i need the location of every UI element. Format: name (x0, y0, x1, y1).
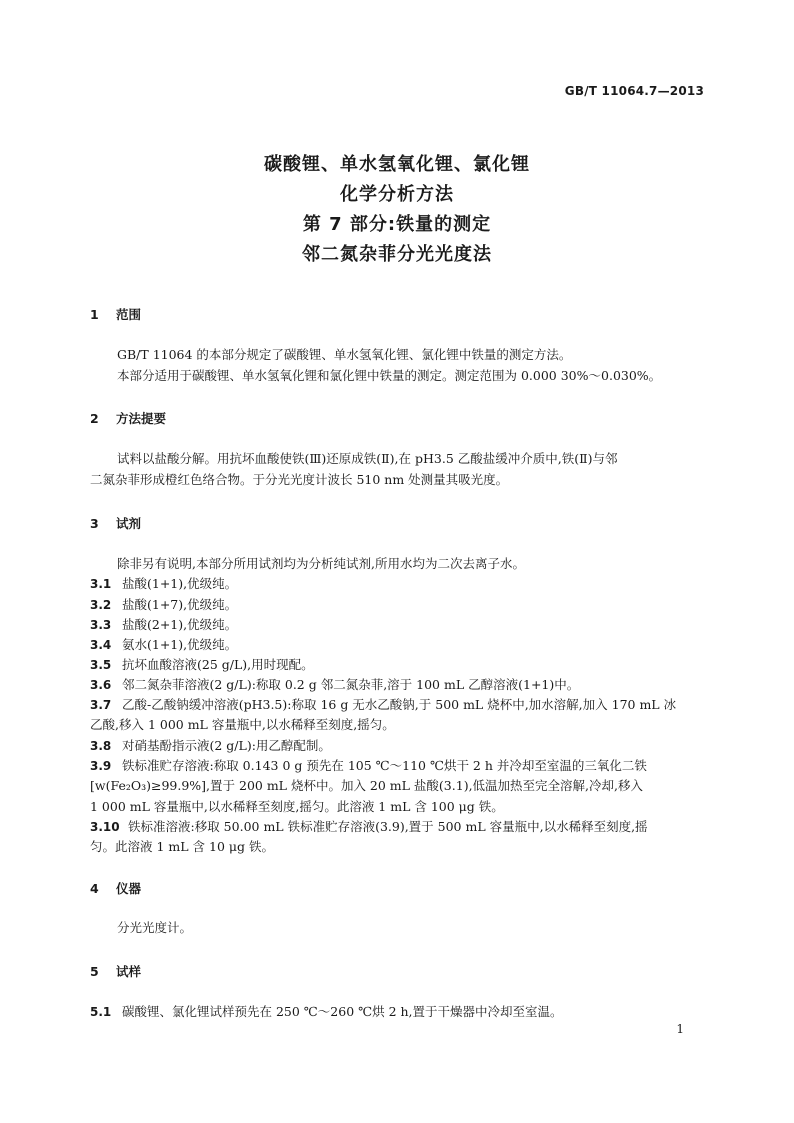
title-line-3: 第 7 部分:铁量的测定 (302, 214, 492, 235)
title-line-1: 碳酸锂、单水氢氧化锂、氯化锂 (264, 154, 530, 175)
section-number: 5 (90, 964, 99, 979)
list-item (90, 695, 676, 713)
item-number: 3.4 (90, 638, 112, 652)
item-text: 盐酸(1+1),优级纯。 (122, 576, 238, 591)
list-item (90, 756, 647, 774)
item-number: 3.7 (90, 698, 112, 712)
item-number: 3.1 (90, 577, 112, 591)
section-1-paragraph-2: 本部分适用于碳酸锂、单水氢氧化锂和氯化锂中铁量的测定。测定范围为 0.000 30%～0.030%。 (117, 368, 662, 383)
section-title: 仪器 (116, 881, 142, 896)
section-title: 范围 (116, 307, 142, 322)
list-item (90, 595, 237, 613)
section-5-heading (90, 962, 141, 980)
list-item (90, 635, 237, 653)
item-text: 盐酸(2+1),优级纯。 (122, 617, 238, 632)
title-line-2: 化学分析方法 (340, 184, 454, 205)
section-number: 4 (90, 881, 99, 896)
list-item-continuation: 乙酸,移入 1 000 mL 容量瓶中,以水稀释至刻度,摇匀。 (90, 717, 395, 732)
section-3-intro: 除非另有说明,本部分所用试剂均为分析纯试剂,所用水均为二次去离子水。 (117, 556, 525, 571)
list-item (90, 736, 331, 754)
item-text: 邻二氮杂菲溶液(2 g/L):称取 0.2 g 邻二氮杂菲,溶于 100 mL 乙醇溶液(1+1)中。 (122, 677, 580, 692)
list-item (90, 675, 579, 693)
title-line-4: 邻二氮杂菲分光光度法 (302, 244, 492, 265)
section-title: 试样 (116, 964, 142, 979)
standard-code: GB/T 11064.7—2013 (564, 84, 704, 98)
section-2-paragraph-line-2: 二氮杂菲形成橙红色络合物。于分光光度计波长 510 nm 处测量其吸光度。 (90, 472, 509, 487)
list-item (90, 574, 237, 592)
item-number: 3.10 (90, 820, 120, 834)
item-number: 3.3 (90, 618, 112, 632)
item-number: 3.2 (90, 598, 112, 612)
item-number: 3.8 (90, 739, 112, 753)
list-item (90, 817, 648, 835)
item-text: 抗坏血酸溶液(25 g/L),用时现配。 (122, 657, 314, 672)
item-text: 乙酸-乙酸钠缓冲溶液(pH3.5):称取 16 g 无水乙酸钠,于 500 mL 烧杯中,加水溶解,加入 170 mL 冰 (122, 697, 677, 712)
item-text: 铁标准贮存溶液:称取 0.143 0 g 预先在 105 ℃～110 ℃烘干 2 h 并冷却至室温的三氧化二铁 (122, 758, 647, 773)
item-text: 氨水(1+1),优级纯。 (122, 637, 238, 652)
page-number: 1 (676, 1022, 684, 1036)
section-1-paragraph-1: GB/T 11064 的本部分规定了碳酸锂、单水氢氧化锂、氯化锂中铁量的测定方法。 (117, 347, 572, 362)
item-number: 3.5 (90, 658, 112, 672)
list-item-continuation: [w(Fe₂O₃)≥99.9%],置于 200 mL 烧杯中。加入 20 mL 盐酸(3.1),低温加热至完全溶解,冷却,移入 (90, 778, 643, 793)
item-number: 3.6 (90, 678, 112, 692)
section-number: 1 (90, 307, 99, 322)
item-number: 3.9 (90, 759, 112, 773)
section-number: 2 (90, 411, 99, 426)
document-title (0, 150, 794, 270)
item-number: 5.1 (90, 1005, 112, 1019)
item-text: 盐酸(1+7),优级纯。 (122, 597, 238, 612)
section-4-heading (90, 879, 141, 897)
section-number: 3 (90, 516, 99, 531)
section-2-heading (90, 409, 166, 427)
item-text: 对硝基酚指示液(2 g/L):用乙醇配制。 (122, 738, 331, 753)
list-item (90, 655, 314, 673)
section-3-heading (90, 514, 141, 532)
list-item (90, 1002, 563, 1020)
item-text: 碳酸锂、氯化锂试样预先在 250 ℃～260 ℃烘 2 h,置于干燥器中冷却至室温。 (122, 1004, 563, 1019)
item-text: 铁标准溶液:移取 50.00 mL 铁标准贮存溶液(3.9),置于 500 mL 容量瓶中,以水稀释至刻度,摇 (128, 819, 648, 834)
section-4-paragraph: 分光光度计。 (117, 920, 193, 935)
section-title: 方法提要 (116, 411, 167, 426)
list-item (90, 615, 237, 633)
section-2-paragraph-line-1: 试料以盐酸分解。用抗坏血酸使铁(Ⅲ)还原成铁(Ⅱ),在 pH3.5 乙酸盐缓冲介质中,铁(Ⅱ)与邻 (117, 451, 618, 466)
section-title: 试剂 (116, 516, 142, 531)
section-1-heading (90, 305, 141, 323)
list-item-continuation: 匀。此溶液 1 mL 含 10 μg 铁。 (90, 839, 274, 854)
list-item-continuation: 1 000 mL 容量瓶中,以水稀释至刻度,摇匀。此溶液 1 mL 含 100 μg 铁。 (90, 799, 504, 814)
